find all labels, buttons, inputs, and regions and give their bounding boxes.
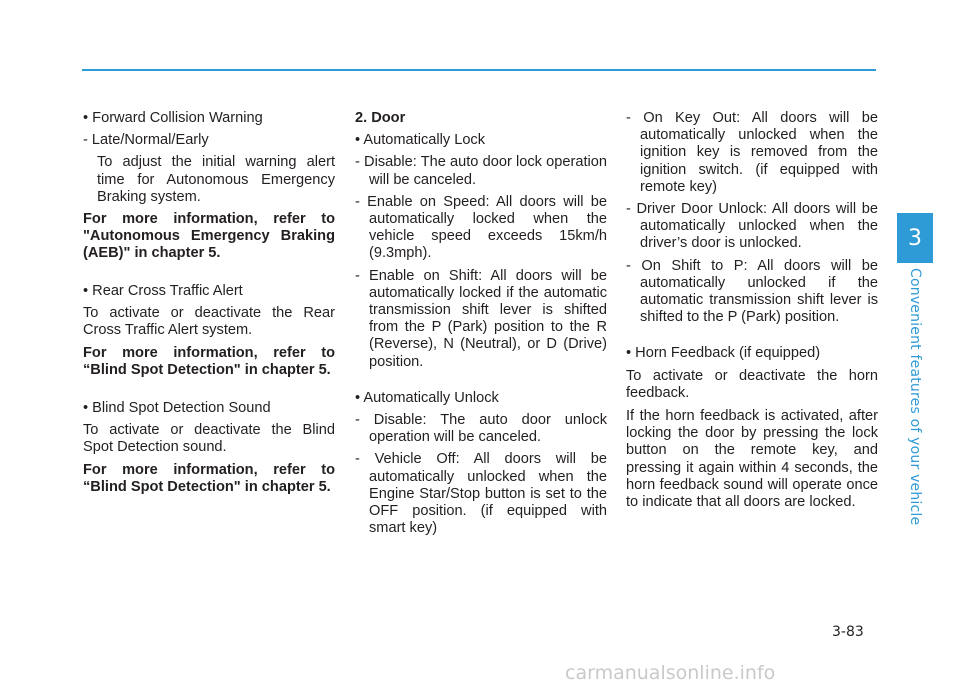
top-rule	[82, 69, 876, 71]
bsd-description: To activate or deactivate the Blind Spot Detection sound.	[83, 421, 335, 456]
door-heading: 2. Door	[355, 110, 406, 126]
horn-feedback-description: To activate or deactivate the horn feedback.	[626, 367, 878, 401]
rcta-description: To activate or deactivate the Rear Cross Traffic Alert system.	[83, 304, 335, 339]
fcw-bullet: • Forward Collision Warning	[83, 110, 263, 126]
horn-feedback-detail: If the horn feedback is activated, after locking the door by pressing the lock button on the remote key, and pressing it again within 4 seconds, the horn feedback sound will operate once to indicate that all doors are locked.	[626, 408, 878, 511]
auto-lock-item: - Disable: The auto door lock operation will be canceled.	[355, 154, 607, 188]
fcw-reference: For more information, refer to "Autonomous Emergency Braking (AEB)" in chapter 5.	[83, 211, 335, 262]
auto-lock-bullet: • Automatically Lock	[355, 132, 486, 149]
watermark: carmanualsonline.info	[565, 662, 776, 684]
chapter-title: Convenient features of your vehicle	[907, 268, 923, 526]
page-number: 3-83	[832, 624, 864, 640]
chapter-number: 3	[908, 225, 922, 251]
fcw-option: - Late/Normal/Early	[83, 132, 209, 149]
auto-lock-item: - Enable on Speed: All doors will be automatically locked when the vehicle speed exceeds 15km/h (9.3mph).	[355, 193, 607, 262]
auto-unlock-item: - On Key Out: All doors will be automatically unlocked when the ignition key is removed from the ignition switch. (if equipped with remote key)	[626, 110, 878, 195]
chapter-tab	[897, 213, 933, 263]
column-left	[83, 110, 335, 503]
fcw-description: To adjust the initial warning alert time for Autonomous Emergency Braking system.	[97, 154, 335, 205]
rcta-bullet: • Rear Cross Traffic Alert	[83, 282, 243, 299]
bsd-reference: For more information, refer to “Blind Spot Detection" in chapter 5.	[83, 462, 335, 496]
column-right	[626, 110, 878, 517]
auto-unlock-item: - On Shift to P: All doors will be automatically unlocked if the automatic transmission shift lever is shifted to the P (Park) position.	[626, 257, 878, 326]
rcta-reference: For more information, refer to “Blind Spot Detection" in chapter 5.	[83, 345, 335, 379]
auto-unlock-bullet: • Automatically Unlock	[355, 389, 499, 406]
auto-unlock-item: - Driver Door Unlock: All doors will be automatically unlocked when the driver’s door is unlocked.	[626, 201, 878, 252]
column-middle	[355, 110, 607, 542]
auto-unlock-item: - Disable: The auto door unlock operation will be canceled.	[355, 412, 607, 446]
auto-lock-item: - Enable on Shift: All doors will be automatically locked if the automatic transmission shift lever is shifted from the P (Park) position to the R (Reverse), N (Neutral), or D (Drive) position.	[355, 267, 607, 370]
horn-feedback-bullet: • Horn Feedback (if equipped)	[626, 345, 821, 362]
bsd-bullet: • Blind Spot Detection Sound	[83, 399, 271, 416]
auto-unlock-item: - Vehicle Off: All doors will be automatically unlocked when the Engine Star/Stop button is set to the OFF position. (if equipped with smart key)	[355, 451, 607, 537]
